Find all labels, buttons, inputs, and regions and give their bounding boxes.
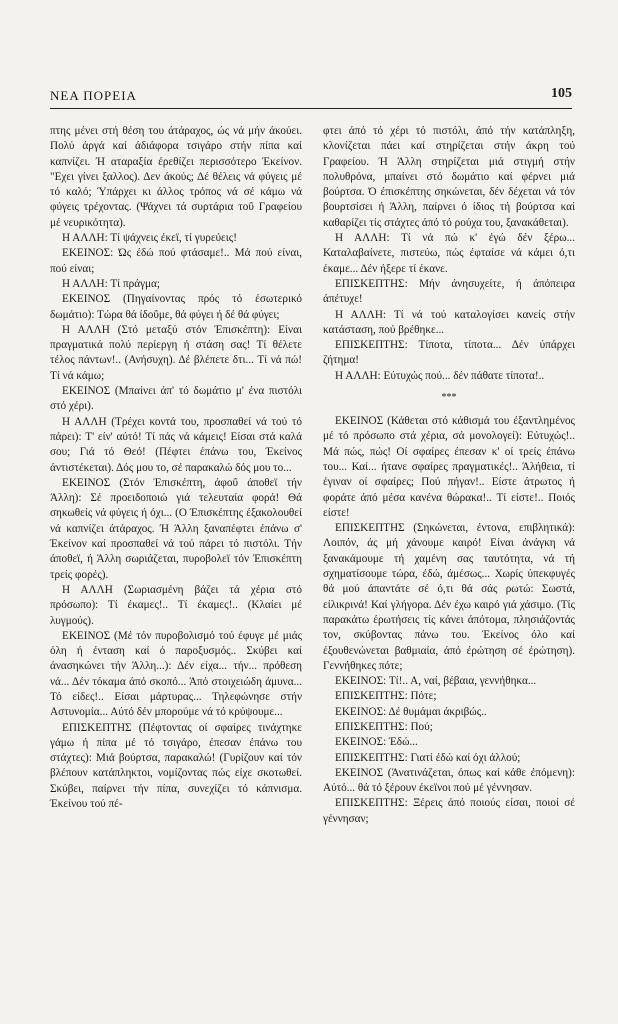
paragraph: Η ΑΛΛΗ (Σωριασμένη βάζει τά χέρια στό πρόσωπο): Τί έκαμες!.. Τί έκαμες!.. (Κλαίει μέ λυγμούς). xyxy=(50,583,302,627)
paragraph: ΕΚΕΙΝΟΣ (Άνατινάζεται, όπως καί κάθε έπόμενη): Αύτό... θά τό ξέρουν έκεϊνοι πού μέ γέννησαν. xyxy=(323,766,575,795)
running-header xyxy=(50,84,572,109)
paragraph: Η ΑΛΛΗ (Τρέχει κοντά του, προσπαθεί νά τού τό πάρει): Τ' είν' αύτό! Τί πάς νά κάμεις! Είσαι στά καλά σου; Γιά τό Θεό! (Πέφτει έπάνω του, Έκείνος άντιστέκεται). Δός μου το, σέ παρακαλώ δός μου το... xyxy=(50,415,302,474)
paragraph: Η ΑΛΛΗ: Τί νά τού καταλογίσει κανείς στήν κατάσταση, πού βρέθηκε... xyxy=(323,308,575,336)
paragraph: ΕΚΕΙΝΟΣ: Ώς έδώ πού φτάσαμε!.. Μά πού είναι, πού είναι; xyxy=(50,247,302,275)
paragraph: ΕΠΙΣΚΕΠΤΗΣ: Μήν άνησυχείτε, ή άπόπειρα άπέτυχε! xyxy=(323,277,575,306)
paragraph: ΕΚΕΙΝΟΣ: Έδώ... xyxy=(335,736,418,749)
paragraph: Η ΑΛΛΗ: Εύτυχώς πού... δέν πάθατε τίποτα!.. xyxy=(335,369,545,382)
paragraph: ΕΚΕΙΝΟΣ (Πηγαίνοντας πρός τό έσωτερικό δωμάτιο): Τώρα θά ίδοΰμε, θά φύγει ή δέ θά φύγει; xyxy=(50,293,302,321)
paragraph: ΕΠΙΣΚΕΠΤΗΣ: Γιατί έδώ καί όχι άλλού; xyxy=(335,751,521,764)
paragraph: πτης μένει στή θέση του άτάραχος, ώς νά μήν άκούει. Πολύ άργά καί άδιάφορα τσιγάρο στήν πίπα καί καπνίζει. Ή αταραξία έρεθίζει περισσότερο Έκείνον. "Εχει γίνει ξαλλος). Δεν άκούς; Δέ θέλεις νά φύγεις μέ τό καλό; Ύπάρχει κι άλλος τρόπος νά σέ κάμω νά φύγεις τρέχοντας. (Ψάχνει τά συρτάρια τοΰ Γραφείου μέ νευρικότητα). xyxy=(50,125,302,229)
paragraph: ΕΠΙΣΚΕΠΤΗΣ (Σηκώνεται, έντονα, επιβλητικά): Λοιπόν, άς μή χάνουμε καιρό! Είναι άνάγκη νά ξανακάμουμε τή χαμένη σας ταυτότητα, νά τή σχηματίσουμε τώρα, έδώ, άμέσως... Χωρίς ύπεκφυγές θά μού άπαντάτε σέ ό,τι θά σάς ρωτώ: Σωστά, είλικρινά! Καί γλήγορα. Δέν έχω καιρό γιά χάσιμο. (Τίς παρακάτω έρωτήσεις τίς κάνει άπότομα, πλησιάζοντάς τον, σκύβοντας πάνω του. Έκείνος όλο καί έξουθενώνεται βαθμιαία, άπό έρώτηση σέ έρώτηση). Γεννήθηκες πότε; xyxy=(323,522,575,672)
left-column xyxy=(50,124,302,812)
page-number: 105 xyxy=(551,86,572,101)
paragraph: Η ΑΛΛΗ: Τί πράγμα; xyxy=(62,277,160,290)
paragraph: ΕΚΕΙΝΟΣ (Κάθεται στό κάθισμά του έξαντλημένος μέ τό πρόσωπο στά χέρια, σά μονολογεί): Εύτυχώς!.. Μά πώς, πώς! Οί σφαίρες έπεσαν κ' οί τρείς έπάνω του... Καί... ήτανε σφαίρες πραγματικές!.. Άλήθεια, τί έγιναν οί σφαίρες; Πού πήγαν!.. Είστε άτρωτος ή φοράτε άπό μέσα κανένα θώρακα!.. Τί είστε!.. Ποιός είστε! xyxy=(323,415,575,519)
right-column xyxy=(323,124,575,827)
paragraph: ΕΠΙΣΚΕΠΤΗΣ (Πέφτοντας οί σφαίρες τινάχτηκε γάμω ή πίπα μέ τό τσιγάρο, έπεσαν έπάνω του στάχτες): Μιά βούρτσα, παρακαλώ! (Γυρίζουν καί τόν βλέπουν κατάπληκτοι, νομίζοντας πώς είχε σκοτωθεί. Σκύβει, παίρνει τήν πίπα, συνεχίζει τό κάπνισμα. Έκείνου τού πέ- xyxy=(50,721,302,811)
paragraph: ΕΠΙΣΚΕΠΤΗΣ: Πού; xyxy=(335,720,433,733)
paragraph: ΕΠΙΣΚΕΠΤΗΣ: Ξέρεις άπό ποιούς είσαι, ποιοί σέ γέννησαν; xyxy=(323,797,575,825)
journal-title: ΝΕΑ ΠΟΡΕΙΑ xyxy=(50,88,137,103)
paragraph: ΕΚΕΙΝΟΣ (Μπαίνει άπ' τό δωμάτιο μ' ένα πιστόλι στό χέρι). xyxy=(50,385,302,413)
paragraph: Η ΑΛΛΗ: Τί ψάχνεις έκεϊ, τί γυρεύεις! xyxy=(62,232,237,245)
paragraph: ΕΚΕΙΝΟΣ (Στόν Έπισκέπτη, άφοΰ άποθεϊ τήν Άλλη): Σέ προειδοποιώ γιά τελευταία φορά! Θά σηκωθείς νά φύγεις ή όχι... (Ο Έπισκέπτης έξακολουθεί νά καπνίζει άτάραχος. Ή Άλλη ξαναπέφτει έπάνω σ' Έκείνον καί προσπαθεί νά τού πάρει τό πιστόλι. Τήν άποθεϊ, ή Άλλη σωριάζεται, πυροβολεϊ τόν Έπισκέπτη τρείς φορές). xyxy=(50,476,302,581)
paragraph: Η ΑΛΛΗ: Τί νά πώ κ' έγώ δέν ξέρω... Καταλαβαίνετε, πιστεύω, πώς έφταίσε νά κάμει ό,τι έκαμε... Δέν ήξερε τί έκανε. xyxy=(323,232,575,275)
paragraph: ΕΠΙΣΚΕΠΤΗΣ: Πότε; xyxy=(335,690,437,703)
paragraph: ΕΚΕΙΝΟΣ (Μέ τόν πυροβολισμό τού έφυγε μέ μιάς όλη ή ένταση καί ό παροξυσμός.. Σκύβει καί άνασηκώνει τήν Άλλη...): Δέν είχα... τήν... πρόθεση νά... Δέν τόκαμα άπό σκοπό... Άπό στοιχειώδη άμυνα... Τό είδες!.. Είσαι μάρτυρας... Τηλεφώνησε στήν Αστυνομία... Αύτό δέν μπορούμε νά τό κρύψουμε... xyxy=(50,629,302,719)
paragraph: ΕΚΕΙΝΟΣ: Δέ θυμάμαι άκριβώς.. xyxy=(335,705,487,718)
paragraph: φτει άπό τό χέρι τό πιστόλι, άπό τήν κατάπληξη, κλονίζεται πάει καί στηρίζεται στήν άκρη τού Γραφείου. Ή Άλλη στηρίζεται μιά στιγμή στήν πολυθρόνα, μπαίνει στό δωμάτιο καί φέρνει μιά βούρτσα. Ό έπισκέπτης σηκώνεται, δέν δέχεται νά τόν βουρτσίσει ή Άλλη, παίρνει ό ίδιος τή βούρτσα καί καθαρίζει τίς στάχτες άπό τό ρούχα του, ξανακάθεται). xyxy=(323,125,575,229)
paragraph: Η ΑΛΛΗ (Στό μεταξύ στόν Έπισκέπτη): Είναι πραγματικά πολύ περίεργη ή στάση σας! Τί θέλετε τέλος πάντων!.. (Ανήσυχη). Δέ βλέπετε δτι... Τί νά πώ! Τί νά κάμω; xyxy=(50,323,302,382)
section-break-stars: *** xyxy=(441,392,457,404)
paragraph: ΕΠΙΣΚΕΠΤΗΣ: Τίποτα, τίποτα... Δέν ύπάρχει ζήτημα! xyxy=(323,339,575,367)
paragraph: ΕΚΕΙΝΟΣ: Τί!.. Α, ναί, βέβαια, γεννήθηκα... xyxy=(335,675,537,688)
